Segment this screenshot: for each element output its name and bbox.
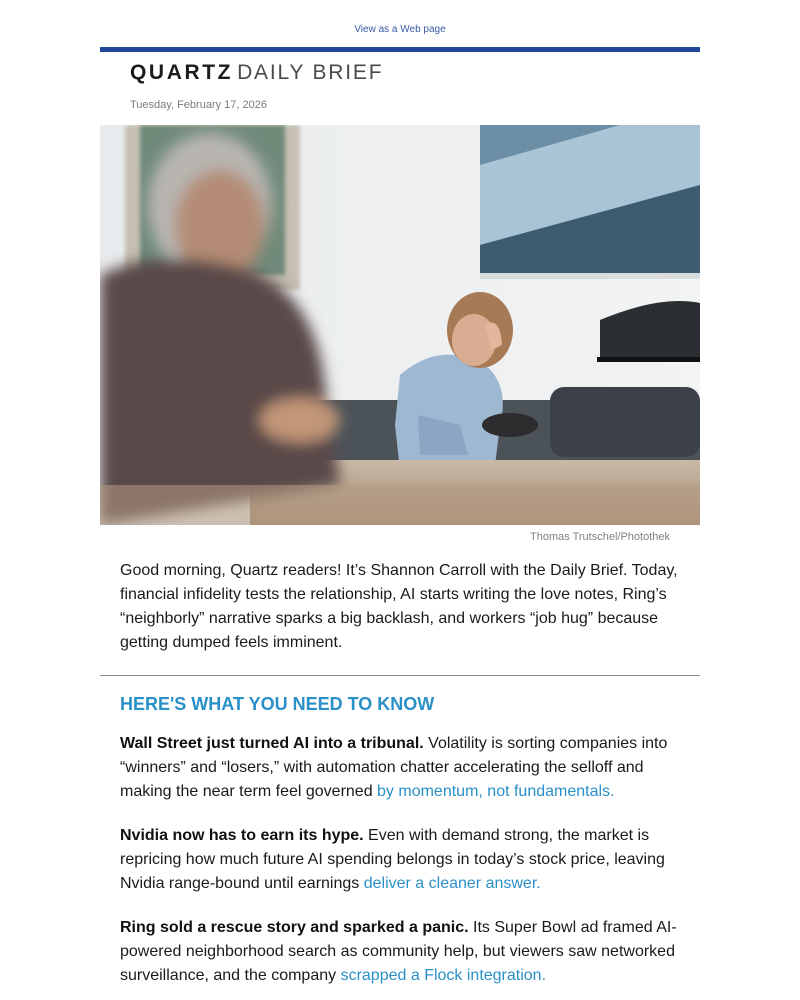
- section-heading: HERE'S WHAT YOU NEED TO KNOW: [120, 694, 435, 714]
- news-item-link[interactable]: deliver a cleaner answer.: [363, 875, 541, 892]
- news-item-link[interactable]: by momentum, not fundamentals.: [377, 783, 615, 800]
- photo-credit: Thomas Trutschel/Photothek: [529, 531, 670, 543]
- news-item: [100, 896, 700, 988]
- news-item-headline: Wall Street just turned AI into a tribunal.: [120, 735, 424, 752]
- brand-logo[interactable]: [130, 59, 700, 87]
- brand-primary: QUARTZ: [130, 61, 234, 84]
- issue-date: Tuesday, February 17, 2026: [130, 99, 267, 111]
- news-item-headline: Ring sold a rescue story and sparked a panic.: [120, 919, 469, 936]
- hero-image[interactable]: [100, 125, 700, 525]
- masthead: [100, 52, 700, 92]
- view-as-web-page-link[interactable]: View as a Web page: [354, 24, 446, 35]
- newsletter-container: [100, 47, 700, 988]
- news-item: [100, 718, 700, 804]
- brand-secondary: DAILY BRIEF: [237, 61, 384, 84]
- news-item-headline: Nvidia now has to earn its hype.: [120, 827, 364, 844]
- intro-paragraph: Good morning, Quartz readers! It’s Shannon Carroll with the Daily Brief. Today, financial infidelity tests the relationship, AI starts writing the love notes, Ring’s “neighborly” narrative sparks a big backlash, and workers “job hug” because getting dumped feels imminent.: [120, 562, 678, 651]
- news-item-body: Even with demand strong, the market is repricing how much future AI spending belongs in today’s stock price, leaving Nvidia range-bound until earnings: [120, 827, 665, 892]
- news-item-body: Its Super Bowl ad framed AI-powered neighborhood search as community help, but viewers saw networked surveillance, and the company: [120, 919, 677, 984]
- web-view-bar: [0, 0, 800, 47]
- news-item-link[interactable]: scrapped a Flock integration.: [340, 967, 547, 984]
- news-item: [100, 804, 700, 896]
- news-item-body: Volatility is sorting companies into “winners” and “losers,” with automation chatter accelerating the selloff and making the near term feel governed: [120, 735, 668, 800]
- hero-photo-illustration: [100, 125, 700, 525]
